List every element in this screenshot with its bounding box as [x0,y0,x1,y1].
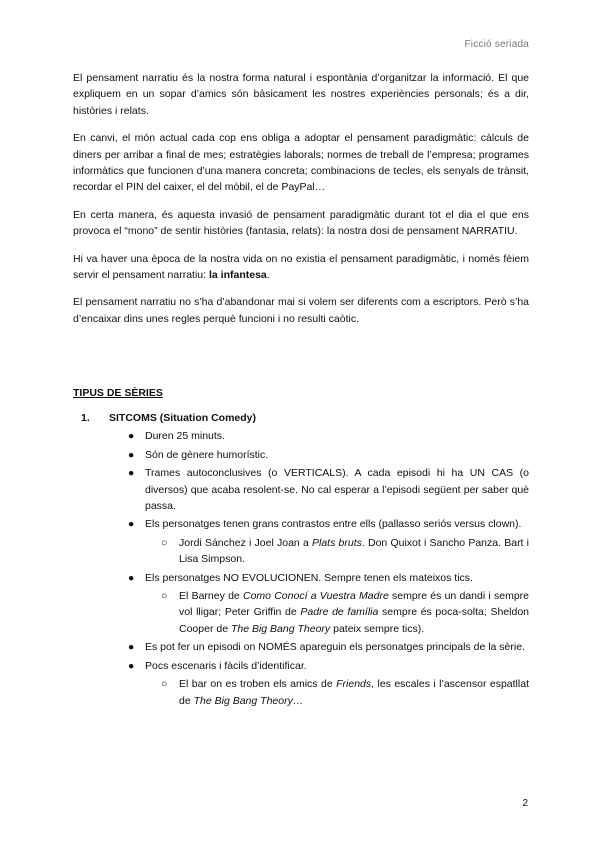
bullet-text: Pocs escenaris i fàcils d’identificar. [145,659,307,672]
bullet-icon: ● [128,571,135,584]
bullet-item [73,465,529,514]
paragraph-5: El pensament narratiu no s’ha d’abandonar mai si volem ser diferents com a escriptors. Però s’ha d’encaixar dins unes regles perquè funcioni i no resulti caòtic. [73,296,529,325]
sub-bullet-text: . Don Quixot i Sancho Panza. Bart i Lisa Simpson. [179,536,530,566]
paragraph-4-bold: la infantesa [208,269,267,282]
sub-bullet-text: sempre és poca-solta; Sheldon Cooper de [179,606,529,635]
sub-bullet-icon: ○ [161,678,168,691]
sub-bullet-text: sempre és un dandi i sempre vol lligar; Peter Griffin de [179,590,529,619]
bullet-item [73,639,529,655]
sub-bullet-italic: The Big Bang Theory [230,622,331,635]
bullet-icon: ● [128,448,135,461]
body-text [73,70,529,338]
paragraph-4 [73,251,529,284]
bullet-text: Es pot fer un episodi on NOMÉS apareguin els personatges principals de la sèrie. [145,641,525,654]
bullet-item [73,570,529,586]
sub-bullet-italic: Padre de família [300,606,379,619]
bullet-icon: ● [128,641,135,654]
bullet-icon: ● [128,518,135,531]
section-title: TIPUS DE SÈRIES [73,387,163,399]
list-item-title: SITCOMS (Situation Comedy) [109,412,256,424]
sub-bullet-item [73,676,529,709]
paragraph-2: En canvi, el món actual cada cop ens obliga a adoptar el pensament paradigmàtic: càlculs de diners per arribar a final de mes; estratègies laborals; normes de treball de l’empresa; programes informàtics que funcionen d’una manera concreta; combinacions de tecles, els senyals de trànsit, recordar el PIN del caixer, el del mòbil, el de PayPal… [73,132,529,194]
series-list [73,410,529,711]
bullet-item [73,428,529,444]
bullet-text: Els personatges NO EVOLUCIONEN. Sempre tenen els mateixos tics. [145,571,473,584]
sub-bullet-italic: Plats bruts [312,536,362,549]
bullet-icon: ● [128,467,135,480]
list-number: 1. [81,412,90,424]
sub-bullet-icon: ○ [161,536,168,549]
page-header: Ficció seriada [464,39,529,50]
sub-bullet-text: , les escales i l’ascensor espatllat de [179,678,529,707]
bullet-text: Són de gènere humorístic. [145,448,269,461]
paragraph-3: En certa manera, és aquesta invasió de pensament paradigmàtic durant tot el dia el que ens provoca el “mono” de sentir històries (fantasia, relats): la nostra dosi de pensament NARRATIU. [73,208,529,238]
bullet-icon: ● [128,659,135,672]
sub-bullet-item [73,588,529,637]
bullet-item [73,516,529,532]
sub-bullet-italic: Como Conocí a Vuestra Madre [242,590,389,603]
paragraph-1: El pensament narratiu és la nostra forma natural i espontània d’organitzar la informació. El que expliquem en un sopar d’amics són bàsicament les nostres experiències personals; és a dir, històries i relats. [73,72,529,117]
sub-bullet-icon: ○ [161,590,168,603]
bullet-text: Els personatges tenen grans contrastos entre ells (pallasso seriós versus clown). [145,518,522,531]
bullet-text: Duren 25 minuts. [145,430,225,443]
bullet-text: Trames autoconclusives (o VERTICALS). A cada episodi hi ha UN CAS (o diversos) que acaba resolent-se. No cal esperar a l’episodi següent per saber què passa. [145,467,529,513]
bullet-icon: ● [128,430,135,443]
sub-bullet-italic: Friends [336,678,372,691]
sub-bullet-item [73,535,529,568]
sub-bullet-text: pateix sempre tics). [330,622,425,635]
page-number: 2 [522,798,528,809]
sub-bullet-text: El bar on es troben els amics de [179,678,337,691]
list-item-sitcoms [73,410,529,426]
sub-bullet-italic: The Big Bang Theory… [193,694,304,707]
bullet-item [73,447,529,463]
sub-bullet-text: El Barney de [179,590,243,603]
bullet-item [73,658,529,674]
sub-bullet-text: Jordi Sánchez i Joel Joan a [179,536,312,549]
paragraph-4-text: Hi va haver una època de la nostra vida on no existia el pensament paradigmàtic, i només fèiem servir el pensament narratiu: [73,252,529,282]
paragraph-4-end: . [266,269,270,282]
